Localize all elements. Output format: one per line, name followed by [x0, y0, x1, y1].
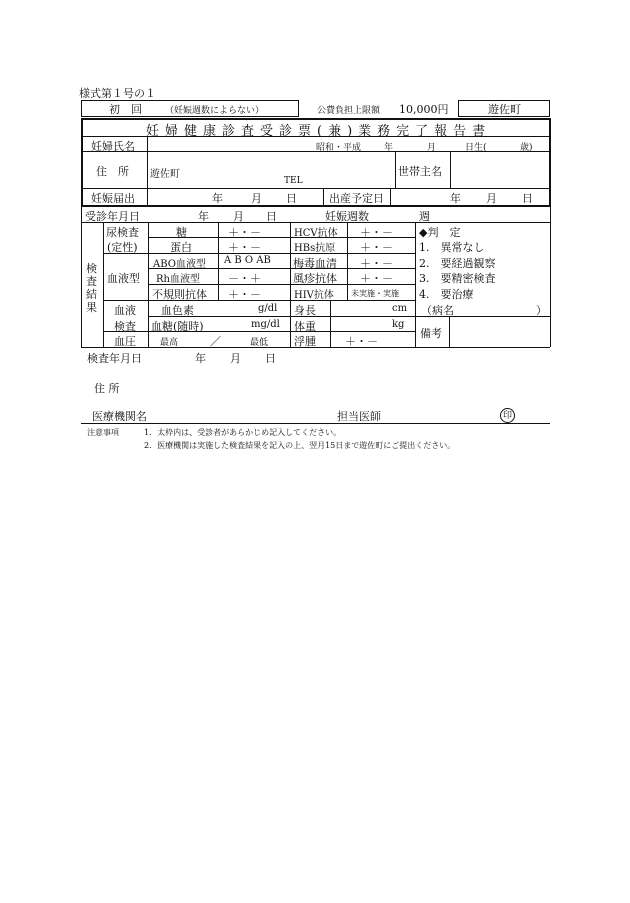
glucose-unit: mg/dl [251, 319, 280, 330]
judgement-option-3: 3. 要精密検査 [419, 272, 496, 285]
first-visit-label: 初 回 [109, 103, 142, 116]
irregular-antibody-result: ＋・－ [228, 288, 261, 301]
abo-values: A B O AB [224, 255, 271, 266]
judgement-option-4: 4. 要治療 [419, 288, 474, 301]
institution-label: 医療機関名 [92, 410, 147, 423]
birth-day-unit: 日生( [465, 143, 487, 153]
notification-day-unit: 日 [286, 192, 297, 205]
bp-high-label: 最高 [160, 338, 179, 348]
hbs-result: ＋・－ [360, 241, 393, 254]
address-label: 住 所 [96, 165, 129, 178]
hcv-label: HCV抗体 [294, 228, 338, 239]
due-year-unit: 年 [450, 192, 461, 205]
doctor-label: 担当医師 [337, 410, 381, 423]
syphilis-label: 梅毒血清 [293, 257, 337, 270]
tel-label: TEL [284, 176, 303, 186]
note-2: 2．医療機関は実施した検査結果を記入の上、翌月15日まで遊佐町にご提出ください。 [144, 441, 456, 450]
due-day-unit: 日 [522, 192, 533, 205]
notes-label: 注意事項 [87, 428, 119, 437]
disease-name-open: （病名 [421, 304, 454, 317]
judgement-option-2: 2. 要経過観察 [419, 257, 496, 270]
judgement-option-1: 1. 異常なし [419, 241, 485, 254]
visit-day-unit: 日 [266, 210, 277, 223]
hiv-label: HIV抗体 [294, 290, 334, 301]
visit-month-unit: 月 [233, 210, 244, 223]
qualitative-label: (定性) [107, 241, 138, 254]
sugar-label: 糖 [176, 226, 187, 239]
bp-low-label: 最低 [250, 338, 269, 348]
blood-pressure-label: 血圧 [114, 335, 136, 348]
exam-year-unit: 年 [195, 352, 206, 365]
page-title: 妊婦健康診査受診票(兼)業務完了報告書 [146, 124, 492, 139]
bp-slash: ／ [210, 335, 221, 348]
urine-test-label: 尿検査 [106, 226, 139, 239]
form-id: 様式第１号の１ [79, 87, 156, 100]
irregular-antibody-label: 不規則抗体 [152, 288, 207, 301]
visit-year-unit: 年 [198, 210, 209, 223]
syphilis-result: ＋・－ [360, 257, 393, 270]
edema-result: ＋・－ [345, 335, 378, 348]
remarks-label: 備考 [420, 327, 442, 340]
hbs-label: HBs抗原 [294, 243, 336, 254]
notification-year-unit: 年 [212, 192, 223, 205]
hemoglobin-label: 血色素 [161, 304, 194, 317]
due-month-unit: 月 [486, 192, 497, 205]
exam-day-unit: 日 [265, 352, 276, 365]
disease-name-close: ） [536, 304, 547, 317]
birth-year-unit: 年 [384, 143, 394, 153]
rh-label: Rh血液型 [156, 274, 200, 285]
visit-date-label: 受診年月日 [85, 210, 140, 223]
weeks-label: 妊娠週数 [325, 210, 369, 223]
exam-date-label: 検査年月日 [87, 352, 142, 365]
rubella-result: ＋・－ [360, 272, 393, 285]
weight-label: 体重 [294, 320, 316, 333]
rubella-label: 風疹抗体 [293, 272, 337, 285]
notification-month-unit: 月 [251, 192, 262, 205]
weight-unit: kg [392, 319, 405, 330]
height-label: 身長 [294, 304, 316, 317]
edema-label: 浮腫 [294, 335, 316, 348]
subsidy-amount: 10,000円 [399, 103, 449, 116]
hiv-values: 未実施・実施 [351, 289, 399, 298]
glucose-label: 血糖(随時) [151, 320, 204, 333]
householder-label: 世帯主名 [398, 165, 442, 178]
protein-result: ＋・－ [228, 241, 261, 254]
footer-address-label: 住 所 [94, 382, 120, 395]
sugar-result: ＋・－ [228, 226, 261, 239]
height-unit: cm [392, 303, 408, 314]
due-date-label: 出産予定日 [329, 192, 384, 205]
age-unit: 歳) [520, 143, 533, 153]
weeks-unit: 週 [419, 210, 430, 223]
judgement-label: ◆判 定 [419, 226, 461, 239]
town-label: 遊佐町 [488, 103, 521, 116]
birth-era: 昭和・平成 [316, 143, 362, 153]
note-1: 1．太枠内は、受診者があらかじめ記入してください。 [144, 428, 342, 437]
hemoglobin-unit: g/dl [258, 303, 278, 314]
protein-label: 蛋白 [170, 241, 192, 254]
exam-section-label: 検査結果 [86, 262, 97, 314]
seal-icon: 印 [500, 408, 515, 423]
notification-label: 妊娠届出 [91, 192, 135, 205]
name-label: 妊婦氏名 [91, 140, 135, 153]
birth-month-unit: 月 [427, 143, 437, 153]
exam-month-unit: 月 [230, 352, 241, 365]
address-value: 遊佐町 [150, 169, 180, 180]
blood-test-label-2: 検査 [114, 320, 136, 333]
first-visit-note: （妊娠週数によらない） [165, 106, 265, 116]
hcv-result: ＋・－ [360, 226, 393, 239]
rh-values: －・＋ [228, 272, 261, 285]
blood-test-label-1: 血液 [114, 304, 136, 317]
blood-type-label: 血液型 [107, 272, 140, 285]
abo-label: ABO血液型 [153, 259, 206, 270]
subsidy-label: 公費負担上限額 [317, 106, 381, 116]
